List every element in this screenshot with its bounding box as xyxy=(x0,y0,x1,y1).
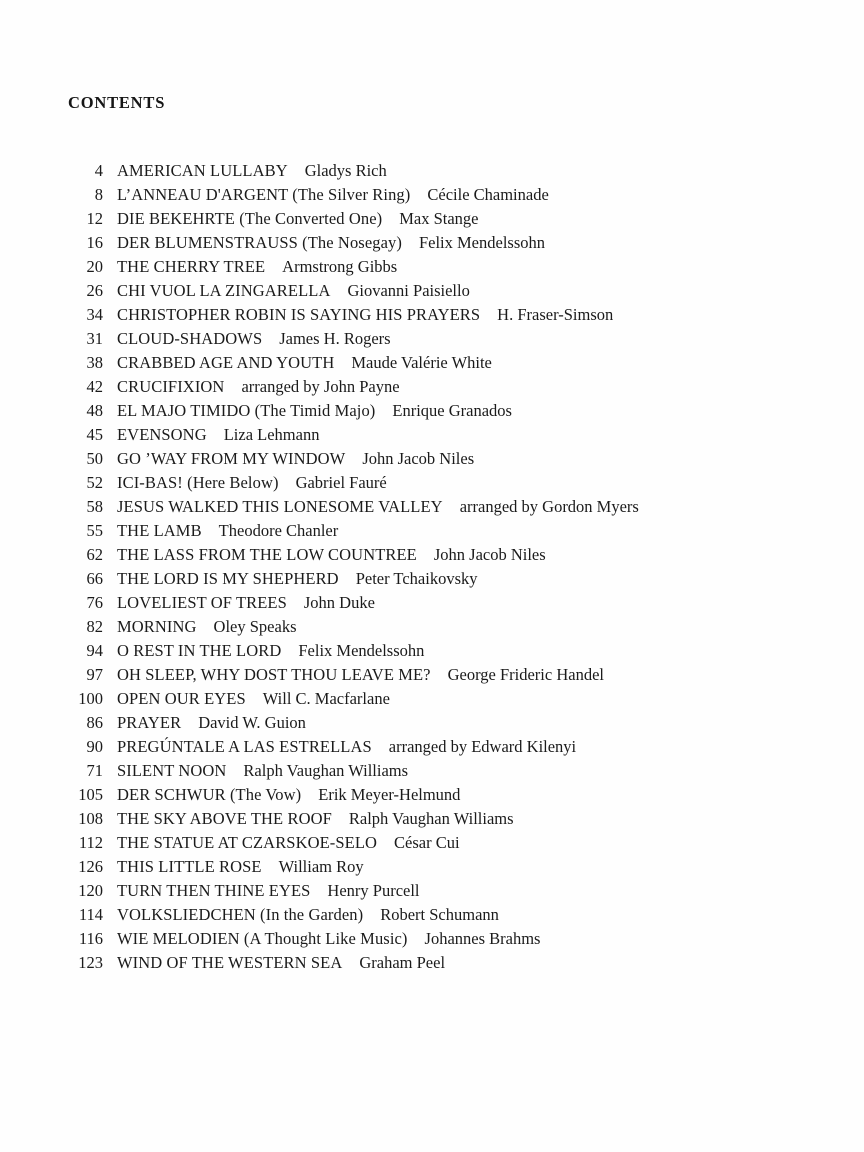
toc-row xyxy=(63,303,803,327)
toc-song-title: DIE BEKEHRTE (The Converted One) xyxy=(117,209,383,228)
toc-song-title: THE LAMB xyxy=(117,521,202,540)
toc-entry-text xyxy=(117,495,639,519)
toc-page-number: 116 xyxy=(78,929,103,948)
toc-page-number: 86 xyxy=(86,713,103,732)
toc-row xyxy=(63,903,803,927)
toc-row xyxy=(63,351,803,375)
toc-song-title: OPEN OUR EYES xyxy=(117,689,246,708)
toc-entry-text xyxy=(117,543,546,567)
toc-composer: Armstrong Gibbs xyxy=(282,257,398,276)
toc-song-title: OH SLEEP, WHY DOST THOU LEAVE ME? xyxy=(117,665,431,684)
toc-song-title: CHI VUOL LA ZINGARELLA xyxy=(117,281,331,300)
toc-entry-text xyxy=(117,231,545,255)
toc-row xyxy=(63,327,803,351)
toc-row xyxy=(63,447,803,471)
toc-row xyxy=(63,495,803,519)
toc-page-number: 31 xyxy=(86,329,103,348)
toc-page-number: 12 xyxy=(86,209,103,228)
toc-entry-text xyxy=(117,855,364,879)
toc-composer: Ralph Vaughan Williams xyxy=(348,809,514,828)
toc-entry-text xyxy=(117,879,420,903)
toc-page-number: 82 xyxy=(86,617,103,636)
toc-composer: Oley Speaks xyxy=(213,617,297,636)
toc-row xyxy=(63,399,803,423)
toc-row xyxy=(63,375,803,399)
toc-page-number: 62 xyxy=(86,545,103,564)
toc-page-number: 34 xyxy=(86,305,103,324)
page-title: CONTENTS xyxy=(68,93,166,112)
toc-page-number: 4 xyxy=(94,161,103,180)
toc-composer: Gabriel Fauré xyxy=(295,473,387,492)
toc-song-title: EVENSONG xyxy=(117,425,207,444)
toc-composer: Liza Lehmann xyxy=(223,425,320,444)
toc-entry-text xyxy=(117,279,470,303)
toc-composer: arranged by Gordon Myers xyxy=(459,497,639,516)
toc-song-title: PRAYER xyxy=(117,713,182,732)
toc-composer: Theodore Chanler xyxy=(218,521,339,540)
toc-song-title: PREGÚNTALE A LAS ESTRELLAS xyxy=(117,737,372,756)
toc-entry-text xyxy=(117,303,613,327)
toc-entry-text xyxy=(117,711,306,735)
toc-song-title: THE LORD IS MY SHEPHERD xyxy=(117,569,339,588)
toc-page-number: 26 xyxy=(86,281,103,300)
toc-entry-text xyxy=(117,423,319,447)
toc-page-number: 16 xyxy=(86,233,103,252)
toc-entry-text xyxy=(117,615,297,639)
toc-row xyxy=(63,687,803,711)
toc-row xyxy=(63,567,803,591)
toc-page-number: 105 xyxy=(78,785,103,804)
toc-row xyxy=(63,711,803,735)
toc-song-title: JESUS WALKED THIS LONESOME VALLEY xyxy=(117,497,443,516)
toc-composer: James H. Rogers xyxy=(279,329,391,348)
toc-song-title: L’ANNEAU D'ARGENT (The Silver Ring) xyxy=(117,185,411,204)
toc-composer: Cécile Chaminade xyxy=(427,185,549,204)
toc-composer: Peter Tchaikovsky xyxy=(355,569,478,588)
toc-song-title: CHRISTOPHER ROBIN IS SAYING HIS PRAYERS xyxy=(117,305,481,324)
toc-composer: John Jacob Niles xyxy=(362,449,475,468)
toc-row xyxy=(63,615,803,639)
toc-page-number: 76 xyxy=(86,593,103,612)
toc-row xyxy=(63,879,803,903)
toc-row xyxy=(63,951,803,975)
toc-page-number: 108 xyxy=(78,809,103,828)
toc-entry-text xyxy=(117,591,375,615)
toc-song-title: O REST IN THE LORD xyxy=(117,641,282,660)
toc-entry-text xyxy=(117,663,604,687)
toc-song-title: GO ’WAY FROM MY WINDOW xyxy=(117,449,346,468)
toc-page-number: 97 xyxy=(86,665,103,684)
toc-entry-text xyxy=(117,567,478,591)
toc-composer: Felix Mendelssohn xyxy=(418,233,546,252)
toc-page-number: 114 xyxy=(78,905,103,924)
toc-entry-text xyxy=(117,351,492,375)
toc-composer: John Jacob Niles xyxy=(433,545,546,564)
toc-row xyxy=(63,735,803,759)
toc-composer: arranged by Edward Kilenyi xyxy=(388,737,577,756)
toc-row xyxy=(63,927,803,951)
toc-song-title: CRUCIFIXION xyxy=(117,377,225,396)
toc-entry-text xyxy=(117,447,474,471)
toc-list xyxy=(63,159,803,975)
toc-page-number: 120 xyxy=(78,881,103,900)
toc-entry-text xyxy=(117,255,397,279)
toc-song-title: DER BLUMENSTRAUSS (The Nosegay) xyxy=(117,233,402,252)
toc-row xyxy=(63,519,803,543)
toc-composer: Enrique Granados xyxy=(392,401,512,420)
toc-page-number: 38 xyxy=(86,353,103,372)
toc-song-title: EL MAJO TIMIDO (The Timid Majo) xyxy=(117,401,376,420)
toc-page-number: 126 xyxy=(78,857,103,876)
toc-song-title: WIE MELODIEN (A Thought Like Music) xyxy=(117,929,408,948)
toc-composer: Max Stange xyxy=(399,209,479,228)
toc-song-title: SILENT NOON xyxy=(117,761,227,780)
toc-entry-text xyxy=(117,375,400,399)
toc-row xyxy=(63,831,803,855)
toc-entry-text xyxy=(117,183,549,207)
toc-entry-text xyxy=(117,735,576,759)
toc-row xyxy=(63,663,803,687)
toc-page-number: 112 xyxy=(78,833,103,852)
toc-page-number: 42 xyxy=(86,377,103,396)
toc-song-title: THE LASS FROM THE LOW COUNTREE xyxy=(117,545,417,564)
toc-composer: Johannes Brahms xyxy=(424,929,541,948)
toc-composer: H. Fraser-Simson xyxy=(497,305,614,324)
toc-row xyxy=(63,255,803,279)
toc-entry-text xyxy=(117,807,514,831)
toc-song-title: MORNING xyxy=(117,617,197,636)
toc-entry-text xyxy=(117,159,387,183)
toc-page-number: 66 xyxy=(86,569,103,588)
toc-song-title: CLOUD-SHADOWS xyxy=(117,329,263,348)
toc-row xyxy=(63,207,803,231)
toc-row xyxy=(63,855,803,879)
toc-page-number: 20 xyxy=(86,257,103,276)
toc-row xyxy=(63,783,803,807)
toc-composer: William Roy xyxy=(278,857,364,876)
toc-entry-text xyxy=(117,759,408,783)
toc-song-title: CRABBED AGE AND YOUTH xyxy=(117,353,335,372)
toc-entry-text xyxy=(117,903,499,927)
toc-entry-text xyxy=(117,519,338,543)
toc-entry-text xyxy=(117,399,512,423)
toc-page-number: 52 xyxy=(86,473,103,492)
toc-row xyxy=(63,639,803,663)
toc-row xyxy=(63,471,803,495)
toc-entry-text xyxy=(117,951,445,975)
toc-composer: César Cui xyxy=(394,833,460,852)
toc-entry-text xyxy=(117,471,387,495)
toc-song-title: THE STATUE AT CZARSKOE-SELO xyxy=(117,833,378,852)
toc-composer: David W. Guion xyxy=(198,713,306,732)
toc-song-title: WIND OF THE WESTERN SEA xyxy=(117,953,343,972)
toc-composer: Robert Schumann xyxy=(380,905,499,924)
toc-page-number: 100 xyxy=(78,689,103,708)
toc-song-title: THIS LITTLE ROSE xyxy=(117,857,262,876)
toc-entry-text xyxy=(117,783,460,807)
toc-page-number: 48 xyxy=(86,401,103,420)
toc-page-number: 123 xyxy=(78,953,103,972)
toc-entry-text xyxy=(117,687,390,711)
toc-page-number: 71 xyxy=(86,761,103,780)
toc-song-title: THE SKY ABOVE THE ROOF xyxy=(117,809,332,828)
toc-page-number: 8 xyxy=(94,185,103,204)
toc-composer: Will C. Macfarlane xyxy=(262,689,390,708)
toc-entry-text xyxy=(117,639,424,663)
toc-row xyxy=(63,183,803,207)
toc-entry-text xyxy=(117,831,460,855)
toc-song-title: ICI-BAS! (Here Below) xyxy=(117,473,279,492)
toc-song-title: DER SCHWUR (The Vow) xyxy=(117,785,302,804)
toc-entry-text xyxy=(117,327,391,351)
toc-composer: George Frideric Handel xyxy=(447,665,604,684)
toc-composer: Felix Mendelssohn xyxy=(298,641,425,660)
toc-page-number: 50 xyxy=(86,449,103,468)
toc-page-number: 55 xyxy=(86,521,103,540)
toc-row xyxy=(63,423,803,447)
toc-composer: Gladys Rich xyxy=(304,161,387,180)
toc-song-title: THE CHERRY TREE xyxy=(117,257,266,276)
toc-entry-text xyxy=(117,207,479,231)
toc-row xyxy=(63,231,803,255)
toc-row xyxy=(63,279,803,303)
toc-row xyxy=(63,759,803,783)
toc-row xyxy=(63,543,803,567)
toc-song-title: VOLKSLIEDCHEN (In the Garden) xyxy=(117,905,364,924)
toc-composer: arranged by John Payne xyxy=(241,377,400,396)
toc-song-title: LOVELIEST OF TREES xyxy=(117,593,287,612)
toc-page-number: 94 xyxy=(86,641,103,660)
toc-song-title: TURN THEN THINE EYES xyxy=(117,881,311,900)
toc-page-number: 58 xyxy=(86,497,103,516)
toc-row xyxy=(63,159,803,183)
toc-composer: Graham Peel xyxy=(359,953,446,972)
toc-composer: John Duke xyxy=(303,593,375,612)
toc-entry-text xyxy=(117,927,540,951)
toc-composer: Erik Meyer-Helmund xyxy=(318,785,461,804)
toc-composer: Henry Purcell xyxy=(327,881,420,900)
toc-composer: Giovanni Paisiello xyxy=(347,281,470,300)
toc-row xyxy=(63,591,803,615)
toc-page-number: 90 xyxy=(86,737,103,756)
toc-page-number: 45 xyxy=(86,425,103,444)
toc-composer: Ralph Vaughan Williams xyxy=(243,761,409,780)
toc-row xyxy=(63,807,803,831)
toc-song-title: AMERICAN LULLABY xyxy=(117,161,288,180)
toc-composer: Maude Valérie White xyxy=(351,353,492,372)
